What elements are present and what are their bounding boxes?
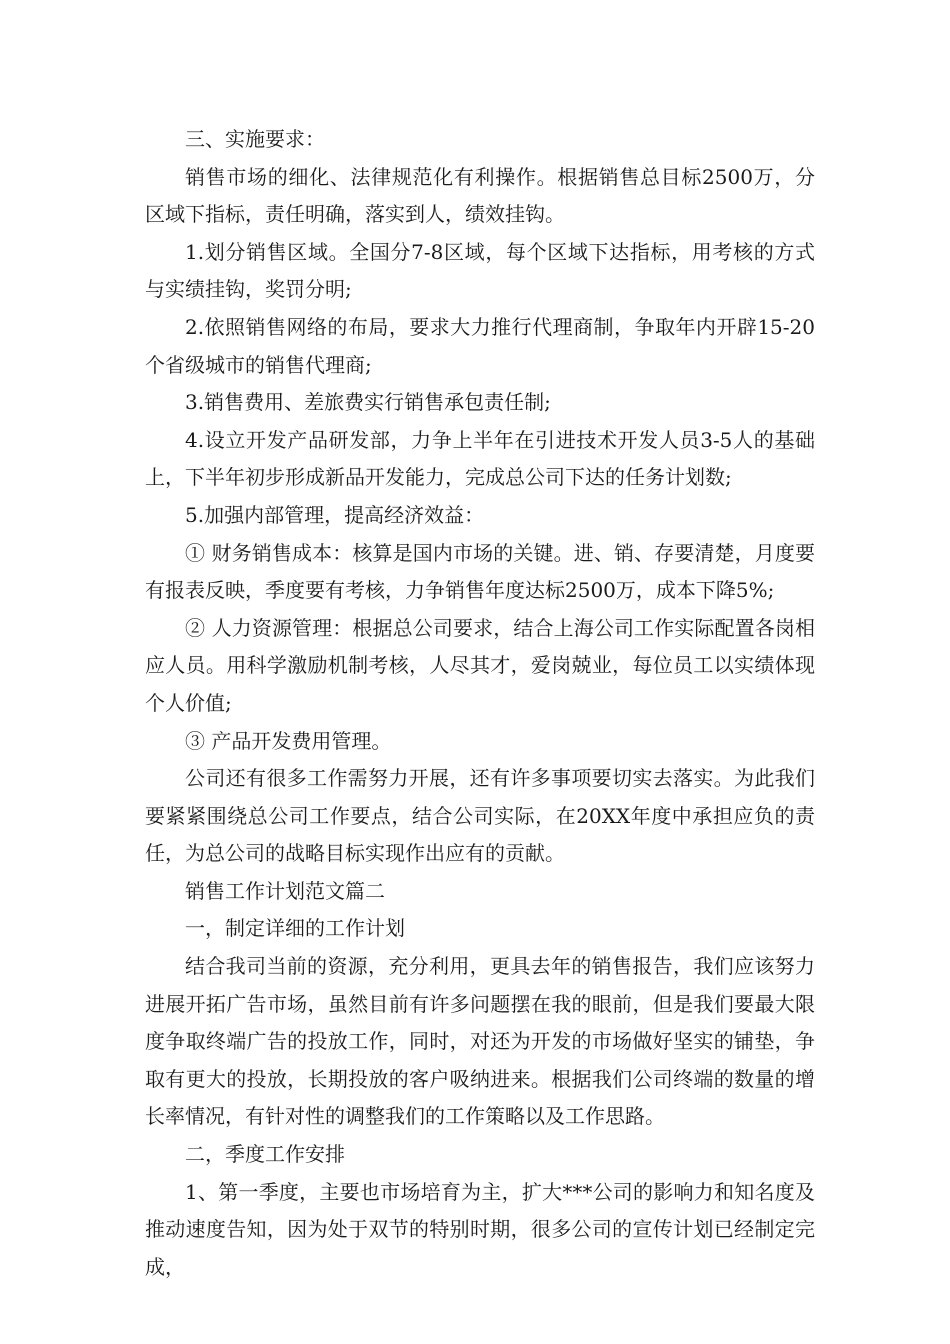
section-heading: 一，制定详细的工作计划 xyxy=(185,916,405,941)
list-item: 2.依照销售网络的布局，要求大力推行代理商制，争取年内开辟15-20个省级城市的销售代理商; xyxy=(145,314,815,377)
paragraph: 1、第一季度，主要也市场培育为主，扩大***公司的影响力和知名度及推动速度告知，因为处于双节的特别时期，很多公司的宣传计划已经制定完成， xyxy=(145,1179,815,1279)
paragraph: 公司还有很多工作需努力开展，还有许多事项要切实去落实。为此我们要紧紧围绕总公司工作要点，结合公司实际，在20XX年度中承担应负的责任，为总公司的战略目标实现作出应有的贡献。 xyxy=(145,766,815,866)
list-item: 3.销售费用、差旅费实行销售承包责任制; xyxy=(185,390,551,415)
list-item: 4.设立开发产品研发部，力争上半年在引进技术开发人员3-5人的基础上，下半年初步形成新品开发能力，完成总公司下达的任务计划数; xyxy=(145,427,815,490)
section-heading: 二，季度工作安排 xyxy=(185,1142,345,1167)
section-heading-implementation: 三、实施要求： xyxy=(185,127,325,151)
list-item: 5.加强内部管理，提高经济效益： xyxy=(185,502,485,527)
list-item: 1.划分销售区域。全国分7-8区域，每个区域下达指标，用考核的方式与实绩挂钩，奖罚分明; xyxy=(145,239,815,302)
sub-list-item: ③ 产品开发费用管理。 xyxy=(185,728,392,753)
sub-list-item: ② 人力资源管理：根据总公司要求，结合上海公司工作实际配置各岗相应人员。用科学激励机制考核，人尽其才，爱岗兢业，每位员工以实绩体现个人价值; xyxy=(145,615,815,715)
paragraph: 结合我司当前的资源，充分利用，更具去年的销售报告，我们应该努力进展开拓广告市场，虽然目前有许多问题摆在我的眼前，但是我们要最大限度争取终端广告的投放工作，同时，对还为开发的市场做好坚实的铺垫，争取有更大的投放，长期投放的客户吸纳进来。根据我们公司终端的数量的增长率情况，有针对性的调整我们的工作策略以及工作思路。 xyxy=(145,954,815,1129)
article-title: 销售工作计划范文篇二 xyxy=(185,878,385,903)
document-body xyxy=(145,121,815,1286)
paragraph: 销售市场的细化、法律规范化有利操作。根据销售总目标2500万，分区域下指标，责任明确，落实到人，绩效挂钩。 xyxy=(145,164,815,227)
sub-list-item: ① 财务销售成本：核算是国内市场的关键。进、销、存要清楚，月度要有报表反映，季度要有考核，力争销售年度达标2500万，成本下降5%; xyxy=(145,540,815,603)
